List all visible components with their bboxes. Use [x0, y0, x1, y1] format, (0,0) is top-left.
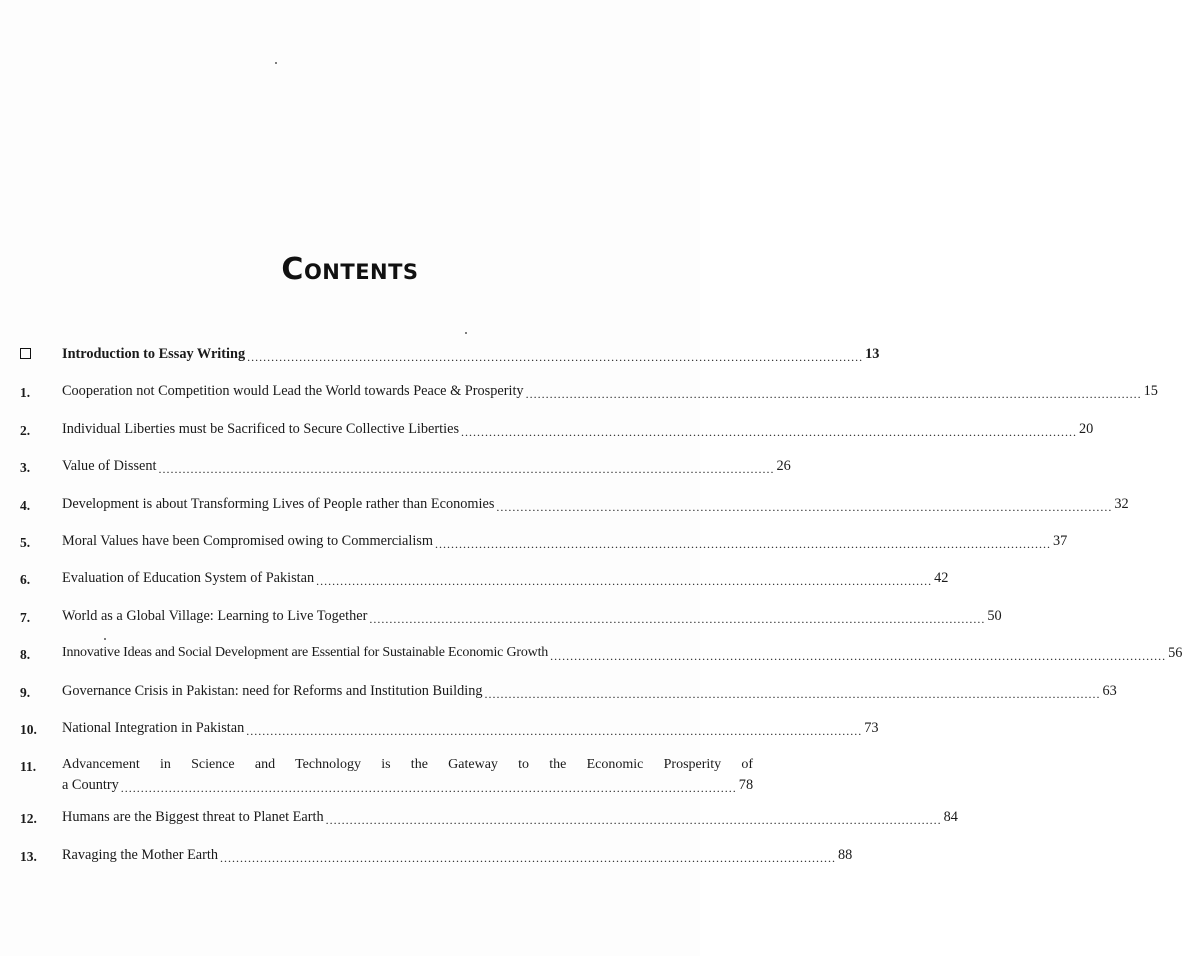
- toc-entry-title: Value of Dissent: [62, 458, 157, 475]
- dot-leader: ..........................................................................................................................................................: [525, 387, 1142, 402]
- toc-entry-page: 13: [865, 346, 880, 362]
- toc-entry-title: Individual Liberties must be Sacrificed to Secure Collective Liberties: [62, 420, 460, 437]
- toc-entry-page: 50: [987, 607, 1002, 624]
- print-speck: [465, 332, 467, 334]
- toc-entry-title: Innovative Ideas and Social Development are Essential for Sustainable Economic Growth: [62, 645, 549, 661]
- toc-entry-number: 9.: [20, 684, 31, 700]
- toc-entry-marker: [20, 344, 62, 365]
- toc-entry-page: 15: [1143, 383, 1158, 400]
- toc-entry-number: 13.: [20, 848, 37, 864]
- dot-leader: ..........................................................................................................................................................: [220, 850, 837, 865]
- toc-entry-page: 26: [776, 458, 791, 475]
- toc-entry-title: Development is about Transforming Lives of People rather than Economies: [62, 495, 495, 512]
- toc-entry-number: 2.: [20, 422, 31, 438]
- toc-entry[interactable]: [20, 456, 791, 477]
- toc-entry[interactable]: [20, 681, 1117, 701]
- toc-entry-title-continued: a Country: [62, 777, 119, 794]
- toc-entry-title: Evaluation of Education System of Pakistan: [62, 570, 315, 587]
- toc-entry-number: 6.: [20, 572, 31, 588]
- toc-entry-number: 10.: [20, 721, 37, 737]
- toc-entry[interactable]: [20, 531, 1068, 551]
- table-of-contents: [20, 344, 1182, 882]
- toc-entry-title: Governance Crisis in Pakistan: need for Reforms and Institution Building: [62, 682, 483, 699]
- toc-entry-title: Humans are the Biggest threat to Planet Earth: [62, 809, 324, 826]
- toc-entry-number: 7.: [20, 609, 31, 625]
- toc-entry-number: 1.: [20, 385, 31, 401]
- toc-entry-number: 4.: [20, 497, 31, 513]
- toc-entry[interactable]: [20, 419, 1094, 439]
- toc-entry-title: Ravaging the Mother Earth: [62, 846, 219, 863]
- dot-leader: ..........................................................................................................................................................: [484, 686, 1101, 701]
- toc-entry-page: 32: [1114, 495, 1129, 512]
- dot-leader: ..........................................................................................................................................................: [369, 611, 986, 626]
- toc-entry[interactable]: [20, 845, 853, 865]
- toc-entry-number: 11.: [20, 759, 37, 775]
- checkbox-bullet-icon: [20, 348, 31, 359]
- toc-entry-page: 20: [1079, 420, 1094, 437]
- toc-entry-title: Moral Values have been Compromised owing to Commercialism: [62, 532, 433, 549]
- toc-entry[interactable]: [20, 807, 958, 828]
- toc-entry-number: 8.: [20, 647, 31, 663]
- toc-entry-title: Advancement in Science and Technology is the Gateway to the Economic Prosperity of: [62, 757, 754, 773]
- toc-entry-title: World as a Global Village: Learning to Live Together: [62, 607, 368, 624]
- toc-entry-page: 88: [838, 846, 853, 863]
- toc-entry-title: National Integration in Pakistan: [62, 719, 245, 736]
- toc-entry-number: 12.: [20, 811, 37, 827]
- dot-leader: ..........................................................................................................................................................: [435, 536, 1051, 551]
- dot-leader: ..........................................................................................................................................................: [325, 813, 942, 828]
- dot-leader: ..........................................................................................................................................................: [120, 781, 737, 796]
- toc-entry-page: 56: [1168, 645, 1182, 662]
- toc-entry-page: 63: [1102, 682, 1117, 699]
- dot-leader: ..........................................................................................................................................................: [550, 649, 1167, 664]
- toc-entry-page: 78: [738, 777, 754, 794]
- toc-entry-title: Introduction to Essay Writing: [62, 346, 246, 362]
- toc-entry-title: Cooperation not Competition would Lead the World towards Peace & Prosperity: [62, 383, 524, 400]
- toc-entry[interactable]: [20, 568, 949, 589]
- toc-entry[interactable]: [20, 494, 1129, 514]
- dot-leader: ..........................................................................................................................................................: [316, 574, 933, 589]
- toc-entry-page: 84: [943, 809, 958, 826]
- dot-leader: ..........................................................................................................................................................: [158, 462, 775, 477]
- toc-entry-introduction[interactable]: [20, 344, 880, 364]
- print-speck: [275, 62, 277, 64]
- toc-entry-number: 5.: [20, 534, 31, 550]
- toc-entry[interactable]: [20, 755, 754, 796]
- toc-entry-page: 37: [1053, 532, 1068, 549]
- toc-entry-page: 73: [864, 719, 879, 736]
- toc-entry[interactable]: [20, 718, 879, 738]
- dot-leader: ..........................................................................................................................................................: [246, 723, 863, 738]
- toc-entry[interactable]: [20, 381, 1158, 402]
- dot-leader: ..........................................................................................................................................................: [461, 424, 1078, 439]
- page-title: Contents: [281, 252, 419, 287]
- toc-entry-number: 3.: [20, 460, 31, 476]
- toc-entry[interactable]: [20, 643, 1182, 664]
- dot-leader: ..........................................................................................................................................................: [247, 350, 864, 364]
- toc-entry[interactable]: [20, 606, 1002, 626]
- dot-leader: ..........................................................................................................................................................: [496, 499, 1113, 514]
- toc-entry-page: 42: [934, 570, 949, 587]
